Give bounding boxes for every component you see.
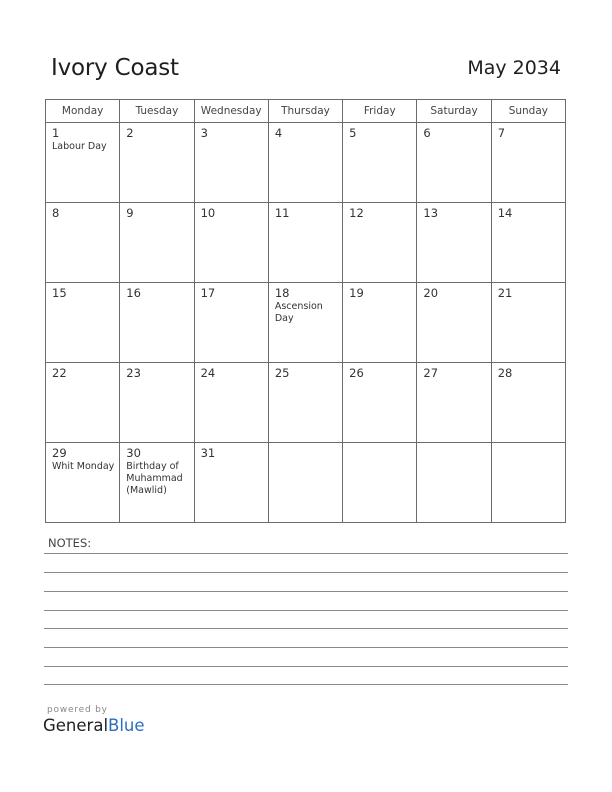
calendar-day-cell xyxy=(46,443,120,523)
calendar-day-cell xyxy=(343,203,417,283)
logo-text-blue: Blue xyxy=(108,716,145,735)
day-number: 27 xyxy=(423,366,439,380)
weekday-header: Tuesday xyxy=(120,100,194,123)
calendar-week-row xyxy=(46,363,566,443)
calendar-day-cell xyxy=(417,123,491,203)
day-number: 31 xyxy=(200,446,216,460)
calendar-day-cell xyxy=(343,363,417,443)
calendar-day-cell xyxy=(491,283,565,363)
day-number: 21 xyxy=(497,286,513,300)
note-line xyxy=(44,647,568,648)
day-number: 16 xyxy=(126,286,141,300)
holiday-label: Ascension Day xyxy=(274,301,323,324)
calendar-day-cell xyxy=(268,443,342,523)
day-number: 11 xyxy=(274,206,290,220)
generalblue-logo xyxy=(43,716,145,735)
day-number: 14 xyxy=(497,206,513,220)
calendar-day-cell xyxy=(120,283,194,363)
day-number: 26 xyxy=(349,366,364,380)
day-number: 8 xyxy=(52,206,60,220)
day-number: 19 xyxy=(349,286,364,300)
calendar-day-cell xyxy=(194,203,268,283)
weekday-header: Friday xyxy=(343,100,417,123)
calendar-day-cell xyxy=(194,123,268,203)
holiday-label: Labour Day xyxy=(52,141,107,152)
day-number: 22 xyxy=(52,366,67,380)
calendar-day-cell xyxy=(491,123,565,203)
holiday-label: Whit Monday xyxy=(52,461,115,472)
calendar-day-cell xyxy=(120,123,194,203)
calendar-day-cell xyxy=(417,443,491,523)
day-number: 15 xyxy=(52,286,67,300)
calendar-day-cell xyxy=(417,363,491,443)
note-line xyxy=(44,553,568,554)
note-line xyxy=(44,684,568,685)
calendar-month-title: May 2034 xyxy=(467,57,561,79)
calendar-day-cell xyxy=(343,443,417,523)
weekday-header: Thursday xyxy=(268,100,342,123)
weekday-header: Wednesday xyxy=(194,100,268,123)
day-number: 4 xyxy=(274,126,283,140)
day-number: 17 xyxy=(200,286,216,300)
note-line xyxy=(44,628,568,629)
day-number: 29 xyxy=(52,446,67,460)
calendar-day-cell xyxy=(120,443,194,523)
calendar-day-cell xyxy=(46,203,120,283)
day-number: 12 xyxy=(349,206,364,220)
weekday-header: Saturday xyxy=(417,100,491,123)
calendar-day-cell xyxy=(268,363,342,443)
day-number: 20 xyxy=(423,286,439,300)
calendar-week-row xyxy=(46,283,566,363)
calendar-day-cell xyxy=(343,123,417,203)
weekday-header: Monday xyxy=(46,100,120,123)
calendar-grid xyxy=(45,99,566,523)
day-number: 28 xyxy=(497,366,513,380)
calendar-day-cell xyxy=(417,203,491,283)
weekday-header-row xyxy=(46,100,566,123)
calendar-day-cell xyxy=(491,443,565,523)
note-line xyxy=(44,666,568,667)
day-number: 13 xyxy=(423,206,439,220)
calendar-day-cell xyxy=(46,363,120,443)
powered-by-text: powered by xyxy=(47,705,108,715)
calendar-day-cell xyxy=(268,203,342,283)
calendar-week-row xyxy=(46,443,566,523)
note-line xyxy=(44,610,568,611)
day-number: 30 xyxy=(126,446,141,460)
day-number: 1 xyxy=(52,126,60,140)
day-number: 25 xyxy=(274,366,290,380)
day-number: 3 xyxy=(200,126,208,140)
day-number: 23 xyxy=(126,366,141,380)
calendar-day-cell xyxy=(194,363,268,443)
calendar-day-cell xyxy=(343,283,417,363)
calendar-day-cell xyxy=(194,283,268,363)
day-number: 7 xyxy=(497,126,506,140)
calendar-day-cell xyxy=(194,443,268,523)
day-number: 2 xyxy=(126,126,134,140)
calendar-day-cell xyxy=(417,283,491,363)
day-number: 24 xyxy=(200,366,216,380)
calendar-country-title: Ivory Coast xyxy=(51,55,179,81)
holiday-label: Birthday of Muhammad (Mawlid) xyxy=(126,461,183,496)
day-number: 5 xyxy=(349,126,357,140)
calendar-day-cell xyxy=(268,123,342,203)
calendar-day-cell xyxy=(120,363,194,443)
calendar-day-cell xyxy=(491,203,565,283)
weekday-header: Sunday xyxy=(491,100,565,123)
day-number: 9 xyxy=(126,206,134,220)
calendar-day-cell xyxy=(120,203,194,283)
calendar-day-cell xyxy=(46,123,120,203)
note-line xyxy=(44,572,568,573)
note-line xyxy=(44,591,568,592)
calendar-day-cell xyxy=(491,363,565,443)
notes-label: NOTES: xyxy=(48,536,92,550)
day-number: 18 xyxy=(274,286,290,300)
calendar-day-cell xyxy=(268,283,342,363)
day-number: 6 xyxy=(423,126,431,140)
calendar-day-cell xyxy=(46,283,120,363)
calendar-week-row xyxy=(46,203,566,283)
calendar-week-row xyxy=(46,123,566,203)
logo-text-general: General xyxy=(43,716,109,735)
day-number: 10 xyxy=(200,206,216,220)
